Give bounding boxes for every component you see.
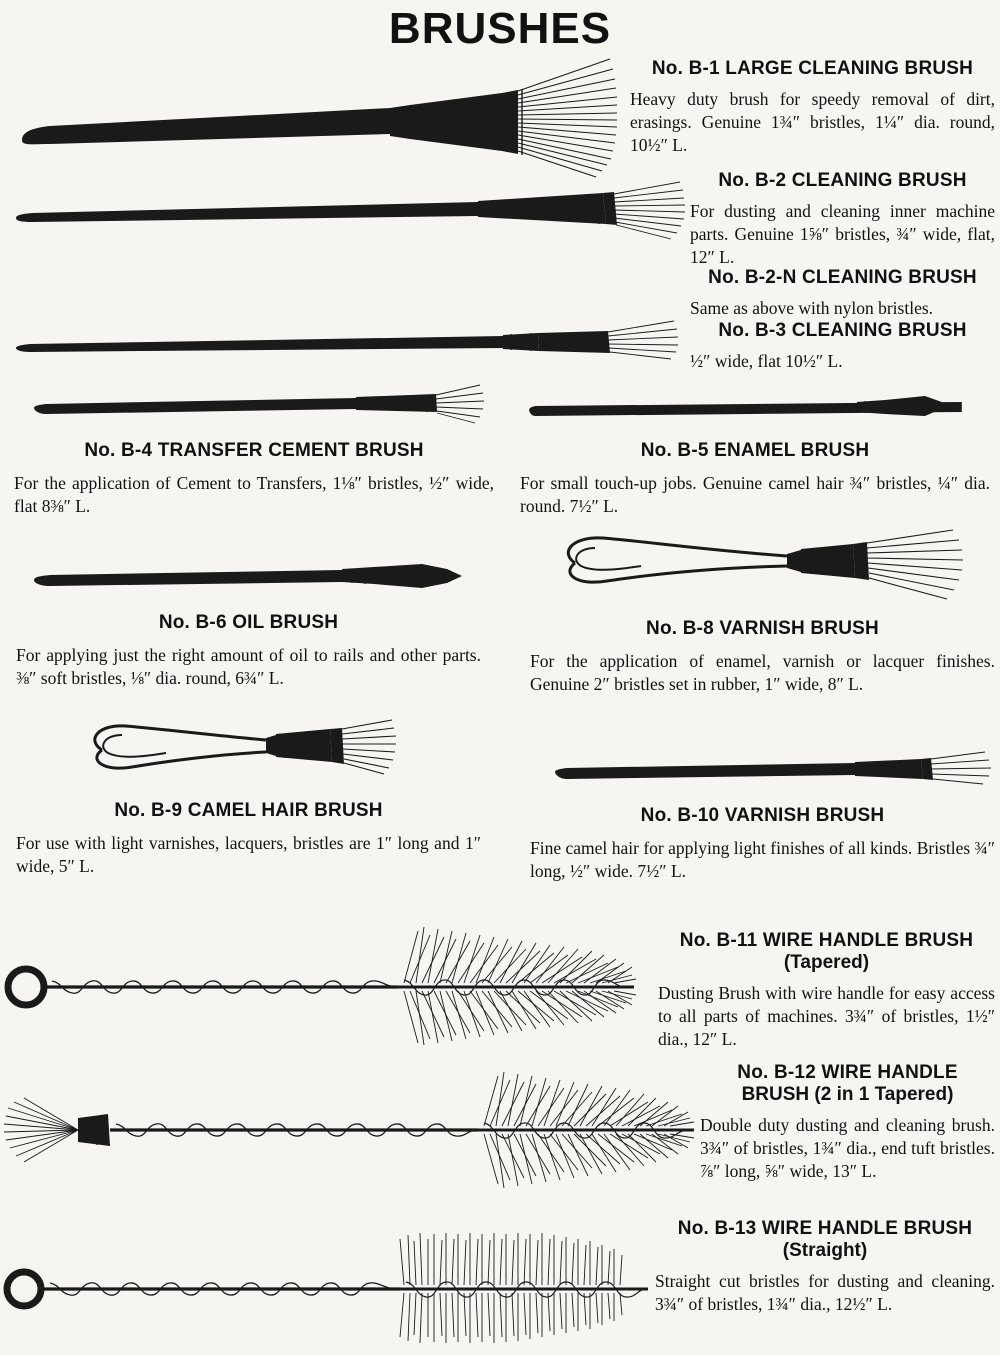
item-b5-desc: For small touch-up jobs. Genuine camel hair ¾″ bristles, ¼″ dia. round. 7½″ L.: [520, 473, 990, 517]
item-b10-desc: Fine camel hair for applying light finishes of all kinds. Bristles ¾″ long, ½″ wide. 7½″ L.: [530, 838, 995, 882]
illustration-transfer-cement-brush: [18, 385, 488, 430]
item-b9-heading: No. B-9 CAMEL HAIR BRUSH: [114, 800, 383, 821]
item-b3: [690, 320, 995, 373]
illustration-varnish-brush-flat: [545, 748, 995, 793]
item-b5: [520, 440, 990, 518]
item-b2n: [690, 267, 995, 320]
item-b2-desc: For dusting and cleaning inner machine parts. Genuine 1⅝″ bristles, ¾″ wide, flat, 12″ L.: [690, 201, 995, 268]
item-b1: [630, 58, 995, 157]
item-b5-heading: No. B-5 ENAMEL BRUSH: [640, 440, 870, 461]
item-b6: [16, 612, 481, 690]
illustration-oil-brush: [22, 555, 482, 600]
item-b10-heading: No. B-10 VARNISH BRUSH: [640, 805, 885, 826]
item-b2-heading: No. B-2 CLEANING BRUSH: [718, 170, 967, 191]
item-b11-heading: No. B-11 WIRE HANDLE BRUSH: [679, 930, 974, 951]
item-b2n-heading: No. B-2-N CLEANING BRUSH: [708, 267, 977, 288]
item-b2: [690, 170, 995, 269]
page-title: BRUSHES: [388, 4, 612, 53]
item-b8-heading: No. B-8 VARNISH BRUSH: [646, 618, 879, 639]
item-b6-desc: For applying just the right amount of oil to rails and other parts. ⅜″ soft bristles, ⅛″ dia. round, 6¾″ L.: [16, 645, 481, 689]
illustration-large-cleaning-brush: [10, 55, 620, 160]
item-b1-heading: No. B-1 LARGE CLEANING BRUSH: [651, 58, 974, 79]
item-b13-desc: Straight cut bristles for dusting and cleaning. 3¾″ of bristles, 1¾″ dia., 12½″ L.: [655, 1271, 995, 1315]
item-b11-desc: Dusting Brush with wire handle for easy access to all parts of machines. 3¾″ of bristles, 1½″ dia., 12″ L.: [658, 983, 995, 1050]
item-b4-heading: No. B-4 TRANSFER CEMENT BRUSH: [84, 440, 424, 461]
illustration-wire-handle-brush-straight: [0, 1225, 660, 1345]
illustration-varnish-brush: [555, 528, 995, 613]
item-b6-heading: No. B-6 OIL BRUSH: [158, 612, 339, 633]
item-b12-desc: Double duty dusting and cleaning brush. 3¾″ of bristles, 1¾″ dia., end tuft bristles. ⅞″ long, ⅝″ wide, 13″ L.: [700, 1115, 995, 1182]
item-b11: [658, 930, 995, 1051]
item-b1-desc: Heavy duty brush for speedy removal of dirt, erasings. Genuine 1¾″ bristles, 1¼″ dia. round, 10½″ L.: [630, 89, 995, 156]
illustration-wire-handle-brush-2in1: [0, 1068, 710, 1188]
item-b8: [530, 618, 995, 696]
item-b13-heading: No. B-13 WIRE HANDLE BRUSH: [677, 1218, 973, 1239]
item-b4-desc: For the application of Cement to Transfers, 1⅛″ bristles, ½″ wide, flat 8⅜″ L.: [14, 473, 494, 517]
item-b12: [700, 1062, 995, 1183]
item-b13-subheading: (Straight): [782, 1240, 868, 1261]
item-b9: [16, 800, 481, 878]
illustration-wire-handle-brush-tapered: [0, 925, 650, 1045]
illustration-camel-hair-brush: [80, 710, 400, 790]
illustration-cleaning-brush-small: [8, 318, 688, 373]
illustration-enamel-brush: [525, 388, 990, 428]
item-b10: [530, 805, 995, 883]
item-b3-heading: No. B-3 CLEANING BRUSH: [718, 320, 967, 341]
item-b4: [14, 440, 494, 518]
item-b12-subheading: BRUSH (2 in 1 Tapered): [741, 1084, 954, 1105]
item-b12-heading: No. B-12 WIRE HANDLE: [737, 1062, 958, 1083]
item-b2n-desc: Same as above with nylon bristles.: [690, 298, 934, 318]
item-b9-desc: For use with light varnishes, lacquers, bristles are 1″ long and 1″ wide, 5″ L.: [16, 833, 481, 877]
item-b11-subheading: (Tapered): [783, 952, 870, 973]
item-b13: [655, 1218, 995, 1316]
illustration-cleaning-brush: [8, 180, 688, 250]
item-b8-desc: For the application of enamel, varnish or lacquer finishes. Genuine 2″ bristles set in rubber, 1″ wide, 8″ L.: [530, 651, 995, 695]
item-b3-desc: ½″ wide, flat 10½″ L.: [690, 351, 843, 371]
